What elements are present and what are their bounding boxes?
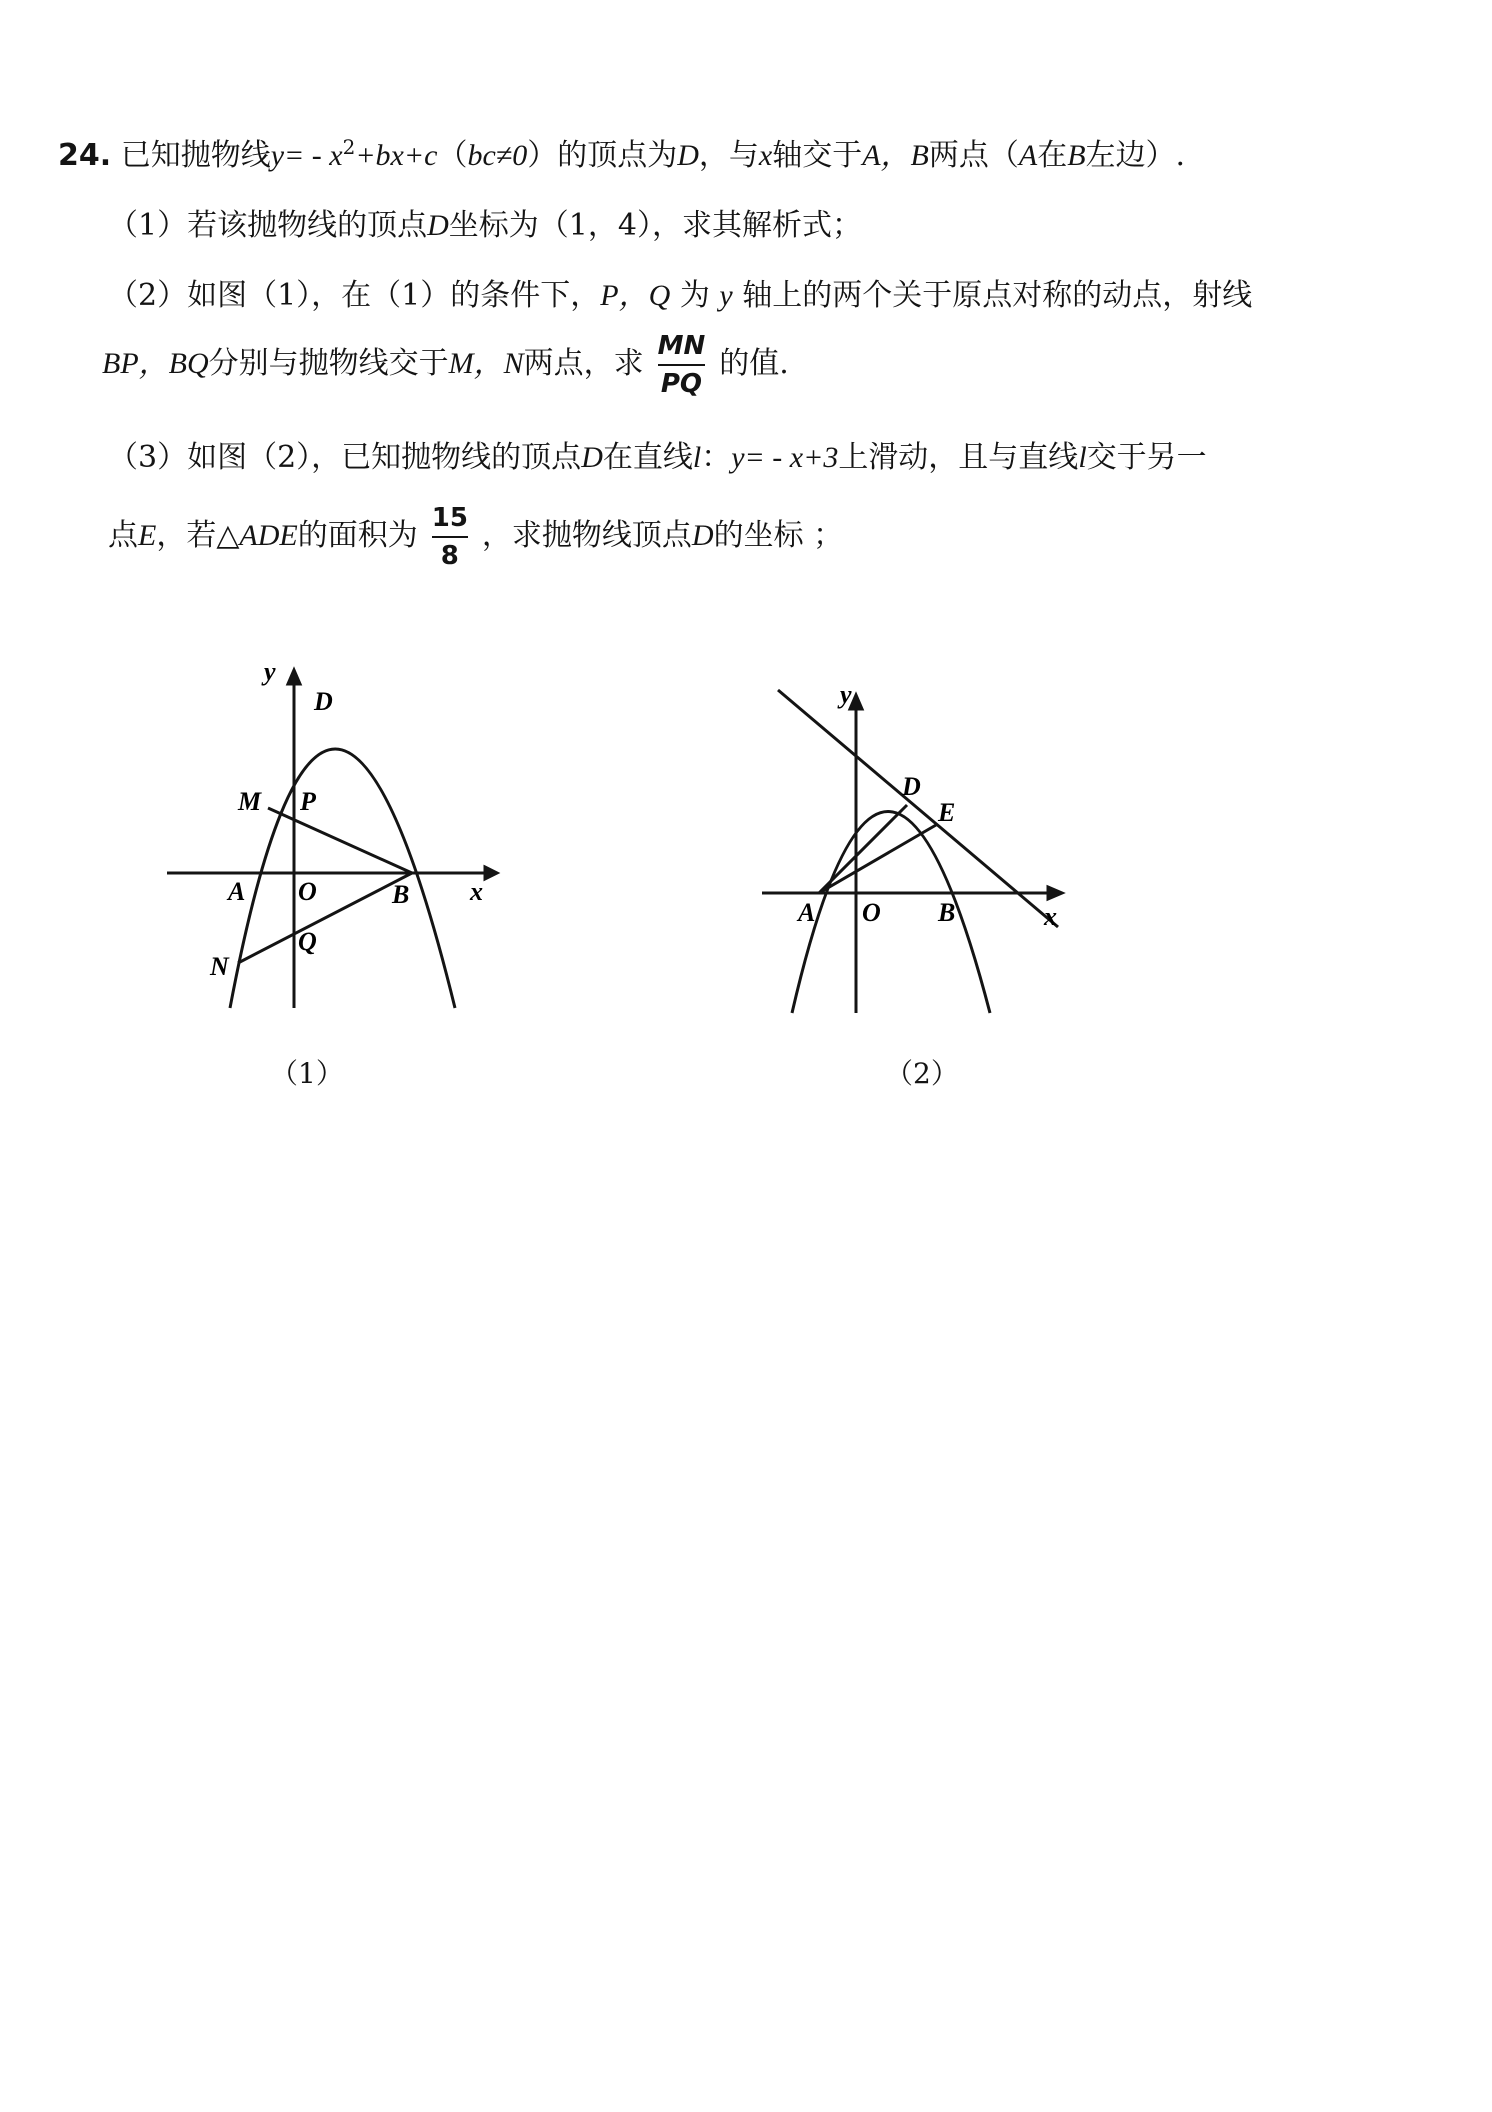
fig2-label-a: A <box>798 898 816 927</box>
fig1-label-b: B <box>392 880 410 909</box>
fig1-label-p: P <box>300 787 316 816</box>
fig2-label-o: O <box>862 898 881 927</box>
question-2-line-1: （2）如图（1），在（1）的条件下，P，Q 为 y 轴上的两个关于原点对称的动点，射线 <box>108 278 1253 313</box>
fig1-label-d: D <box>314 687 333 716</box>
fig1-label-y: y <box>264 657 276 686</box>
fig2-label-e: E <box>938 798 956 827</box>
fig1-label-o: O <box>298 877 317 906</box>
fig2-label-d: D <box>902 772 921 801</box>
fig1-label-n: N <box>210 952 229 981</box>
fig2-x-arrow-icon <box>1048 887 1062 899</box>
figure-1 <box>140 650 520 1040</box>
fraction-mn-pq: $\frac{MN}{PQ}$ <box>657 331 706 399</box>
fraction-15-8: $\frac{15}{8}$ <box>431 503 468 571</box>
fig1-parabola <box>230 749 455 1008</box>
fig1-x-arrow-icon <box>485 867 497 879</box>
fig2-parabola <box>792 812 990 1014</box>
fig1-segment-nb <box>238 873 412 963</box>
fig1-label-q: Q <box>298 927 317 956</box>
fig1-label-m: M <box>238 787 262 816</box>
figure-2 <box>750 675 1090 1030</box>
fig1-y-arrow-icon <box>288 670 300 684</box>
question-3-line-2: 点E，若△ADE的面积为 $\frac{15}{8}$ ，求抛物线顶点D的坐标 ； <box>108 503 844 571</box>
fig2-label-x: x <box>1044 902 1057 931</box>
fig1-label-x: x <box>470 877 483 906</box>
fig2-y-arrow-icon <box>850 695 862 709</box>
question-3-line-1: （3）如图（2），已知抛物线的顶点D在直线l：y= - x+3上滑动，且与直线l交于另一 <box>108 440 1207 475</box>
question-2-line-2: BP，BQ分别与抛物线交于M，N两点，求 $\frac{MN}{PQ}$ 的值. <box>102 331 789 399</box>
problem-number: 24. <box>58 138 112 173</box>
fig2-label-b: B <box>938 898 956 927</box>
figure-2-caption: （2） <box>885 1057 959 1090</box>
fig1-label-a: A <box>228 877 246 906</box>
fig2-label-y: y <box>840 680 852 709</box>
question-1: （1）若该抛物线的顶点D坐标为（1，4），求其解析式； <box>108 208 862 243</box>
fig1-segment-mb <box>268 808 412 873</box>
problem-stem: 24. 已知抛物线$y= - x^2+bx+c(bc\ne 0)$的顶点为D，与x轴交于A，B两点（A在B左边）. <box>58 135 1186 173</box>
figure-1-caption: （1） <box>270 1057 344 1090</box>
